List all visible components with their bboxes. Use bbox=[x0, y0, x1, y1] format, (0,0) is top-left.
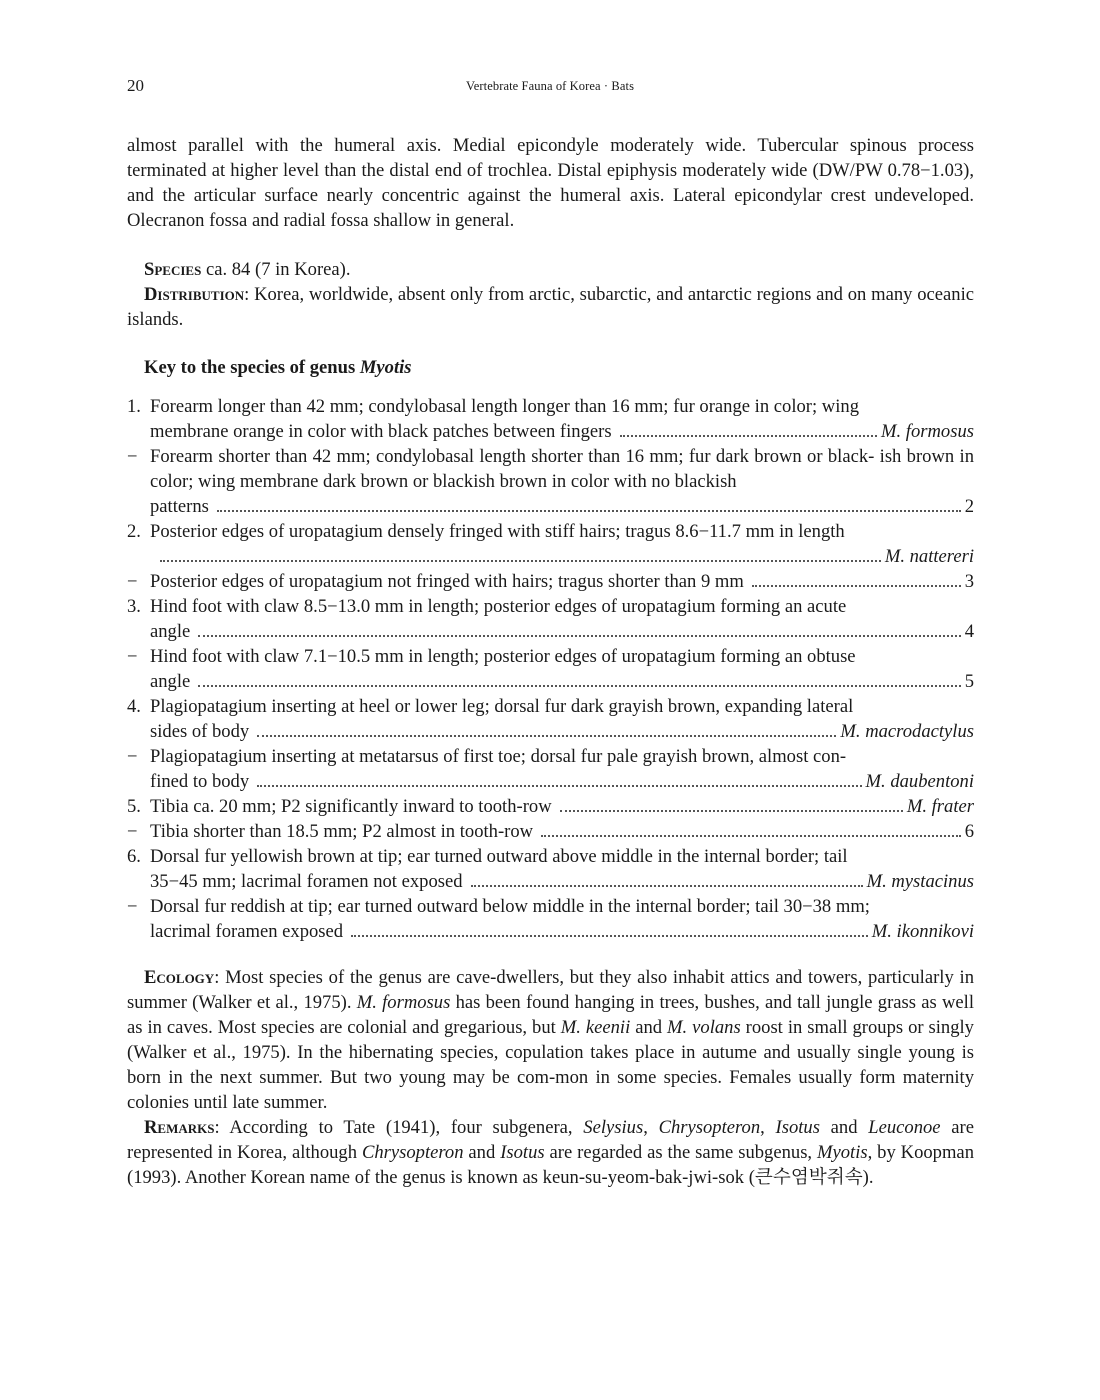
dot-leader bbox=[620, 435, 877, 437]
ecology-text: roost in small groups or singly (Walker et al., 1975). In the hibernating species, copulation takes place in autume and usually single young is born in the next summer. But two young may be com-mon in some species. Females usually form maternity colonies until late summer. bbox=[127, 1017, 974, 1113]
key-entry bbox=[127, 744, 974, 794]
key-entry bbox=[127, 594, 974, 644]
key-entry-marker: 3. bbox=[127, 596, 141, 617]
key-entry-result: M. mystacinus bbox=[866, 871, 974, 892]
key-entry-lead-line bbox=[150, 719, 974, 744]
key-entry-text-end: patterns bbox=[150, 496, 209, 517]
key-entry-lead-line bbox=[150, 819, 974, 844]
ecology-paragraph bbox=[127, 965, 974, 1115]
key-entry-lead-line bbox=[150, 794, 974, 819]
dot-leader bbox=[541, 835, 961, 837]
taxon-name: M. keenii bbox=[560, 1017, 631, 1038]
remarks-text: are represented in Korea, although bbox=[127, 1117, 974, 1163]
taxon-name: Leuconoe bbox=[868, 1117, 941, 1138]
key-entry-text-end: angle bbox=[150, 621, 191, 642]
key-entry-text-end: membrane orange in color with black patches between fingers bbox=[150, 421, 612, 442]
key-entry-text-end: Posterior edges of uropatagium not fringed with hairs; tragus shorter than 9 mm bbox=[150, 571, 744, 592]
key-entry-lead-line bbox=[150, 669, 974, 694]
dot-leader bbox=[752, 585, 961, 587]
key-entry-lead-line bbox=[150, 869, 974, 894]
taxon-name: Isotus bbox=[775, 1117, 820, 1138]
key-entry-text: Forearm longer than 42 mm; condylobasal length longer than 16 mm; fur orange in color; wing bbox=[150, 396, 859, 417]
key-entry bbox=[127, 394, 974, 444]
key-entry-text-end: fined to body bbox=[150, 771, 250, 792]
key-entry-result: 6 bbox=[964, 821, 974, 842]
key-entry-lead-line bbox=[150, 544, 974, 569]
key-entry-lead-line bbox=[150, 919, 974, 944]
key-entry-marker: − bbox=[127, 571, 138, 592]
key-entry-result: M. daubentoni bbox=[865, 771, 974, 792]
dot-leader bbox=[217, 510, 961, 512]
key-entry bbox=[127, 519, 974, 569]
taxon-name: M. volans bbox=[667, 1017, 741, 1038]
key-entry-text: Plagiopatagium inserting at metatarsus of first toe; dorsal fur pale grayish brown, almost con- bbox=[150, 746, 847, 767]
key-entry-text: Hind foot with claw 7.1−10.5 mm in length; posterior edges of uropatagium forming an obtuse bbox=[150, 646, 856, 667]
key-entry-marker: 4. bbox=[127, 696, 141, 717]
key-entry bbox=[127, 894, 974, 944]
key-entry-marker: 1. bbox=[127, 396, 141, 417]
remarks-text: are regarded as the same subgenus, bbox=[544, 1142, 817, 1163]
ecology-label: Ecology bbox=[144, 967, 215, 988]
key-entry bbox=[127, 644, 974, 694]
key-entry-lead-line bbox=[150, 569, 974, 594]
key-entry-result: M. ikonnikovi bbox=[871, 921, 974, 942]
species-key-list bbox=[127, 394, 974, 944]
key-entry-lead-line bbox=[150, 769, 974, 794]
species-paragraph bbox=[127, 257, 974, 282]
taxon-name: M. formosus bbox=[356, 992, 451, 1013]
key-entry-lead-line bbox=[150, 419, 974, 444]
key-entry-marker: − bbox=[127, 896, 138, 917]
dot-leader bbox=[257, 785, 861, 787]
key-entry-marker: 2. bbox=[127, 521, 141, 542]
key-title-prefix: Key to the species of genus bbox=[144, 357, 360, 378]
remarks-text: : According to Tate (1941), four subgenera, bbox=[214, 1117, 584, 1138]
remarks-text: , bbox=[760, 1117, 776, 1138]
taxon-name: Selysius bbox=[583, 1117, 644, 1138]
key-entry-marker: − bbox=[127, 646, 138, 667]
key-entry bbox=[127, 794, 974, 819]
intro-paragraph: almost parallel with the humeral axis. Medial epicondyle moderately wide. Tubercular spinous process terminated at higher level than the distal end of trochlea. Distal epiphysis moderately wide (DW/PW 0.78−1.03), and the articular surface nearly concentric against the humeral axis. Lateral epicondylar crest undeveloped. Olecranon fossa and radial fossa shallow in general. bbox=[127, 135, 974, 231]
taxon-name: Isotus bbox=[500, 1142, 545, 1163]
key-entry-lead-line bbox=[150, 494, 974, 519]
key-entry-text-end: Tibia ca. 20 mm; P2 significantly inward to tooth-row bbox=[150, 796, 552, 817]
key-entry-text: Posterior edges of uropatagium densely fringed with stiff hairs; tragus 8.6−11.7 mm in length bbox=[150, 521, 845, 542]
key-entry-text: Dorsal fur reddish at tip; ear turned outward below middle in the internal border; tail 30−38 mm; bbox=[150, 896, 870, 917]
key-entry-result: M. macrodactylus bbox=[840, 721, 974, 742]
remarks-text: and bbox=[819, 1117, 869, 1138]
key-entry-result: 3 bbox=[964, 571, 974, 592]
key-entry-result: M. nattereri bbox=[884, 546, 974, 567]
remarks-text: and bbox=[463, 1142, 501, 1163]
key-entry bbox=[127, 844, 974, 894]
distribution-text: : Korea, worldwide, absent only from arctic, subarctic, and antarctic regions and on many oceanic islands. bbox=[127, 284, 974, 330]
dot-leader bbox=[257, 735, 836, 737]
remarks-text: , bbox=[643, 1117, 659, 1138]
taxon-name: Chrysopteron bbox=[361, 1142, 464, 1163]
key-entry-marker: 6. bbox=[127, 846, 141, 867]
page-header bbox=[127, 76, 973, 98]
key-entry bbox=[127, 819, 974, 844]
key-entry-result: 5 bbox=[964, 671, 974, 692]
page-body bbox=[127, 133, 974, 1190]
running-title: Vertebrate Fauna of Korea · Bats bbox=[465, 79, 635, 93]
ecology-text: : Most species of the genus are cave-dwellers, but they also inhabit attics and towers, particularly in summer (Walker et al., 1975). bbox=[127, 967, 974, 1013]
key-entry-text-end: Tibia shorter than 18.5 mm; P2 almost in tooth-row bbox=[150, 821, 534, 842]
key-entry-marker: − bbox=[127, 446, 138, 467]
key-entry-text: Hind foot with claw 8.5−13.0 mm in length; posterior edges of uropatagium forming an acute bbox=[150, 596, 847, 617]
key-entry-result: 2 bbox=[964, 496, 974, 517]
key-entry-result: M. frater bbox=[906, 796, 974, 817]
key-entry-text: Plagiopatagium inserting at heel or lower leg; dorsal fur dark grayish brown, expanding lateral bbox=[150, 696, 854, 717]
key-entry-marker: − bbox=[127, 746, 138, 767]
species-label: Species bbox=[144, 259, 202, 280]
remarks-text: , by Koopman (1993). Another Korean name of the genus is known as keun-su-yeom-bak-jwi-sok (큰수염박쥐속). bbox=[127, 1142, 974, 1188]
dot-leader bbox=[160, 560, 881, 562]
dot-leader bbox=[198, 635, 960, 637]
key-entry-lead-line bbox=[150, 619, 974, 644]
dot-leader bbox=[471, 885, 863, 887]
remarks-paragraph bbox=[127, 1115, 974, 1190]
dot-leader bbox=[351, 935, 868, 937]
key-entry bbox=[127, 694, 974, 744]
key-entry-text-end: lacrimal foramen exposed bbox=[150, 921, 344, 942]
dot-leader bbox=[198, 685, 960, 687]
taxon-name: Myotis bbox=[816, 1142, 868, 1163]
taxon-name: Chrysopteron bbox=[658, 1117, 761, 1138]
key-entry-marker: − bbox=[127, 821, 138, 842]
key-entry-text-end: angle bbox=[150, 671, 191, 692]
distribution-label: Distribution bbox=[144, 284, 245, 305]
key-title bbox=[127, 355, 974, 380]
ecology-text: and bbox=[630, 1017, 668, 1038]
key-entry-text: Forearm shorter than 42 mm; condylobasal length shorter than 16 mm; fur dark brown or black- ish brown in color; wing membrane dark brown or blackish brown in color with no blackish bbox=[150, 446, 974, 492]
key-entry bbox=[127, 569, 974, 594]
dot-leader bbox=[560, 810, 903, 812]
distribution-paragraph bbox=[127, 282, 974, 332]
key-entry-result: M. formosus bbox=[881, 421, 974, 442]
remarks-label: Remarks bbox=[144, 1117, 215, 1138]
key-entry-marker: 5. bbox=[127, 796, 141, 817]
page-number: 20 bbox=[127, 76, 144, 95]
key-entry-result: 4 bbox=[964, 621, 974, 642]
key-entry bbox=[127, 444, 974, 519]
key-title-genus: Myotis bbox=[359, 357, 412, 378]
species-text: ca. 84 (7 in Korea). bbox=[201, 259, 351, 280]
key-entry-text-end: 35−45 mm; lacrimal foramen not exposed bbox=[150, 871, 463, 892]
key-entry-text-end: sides of body bbox=[150, 721, 250, 742]
ecology-text: has been found hanging in trees, bushes, and tall jungle grass as well as in caves. Most species are colonial and gregarious, but bbox=[127, 992, 975, 1038]
key-entry-text: Dorsal fur yellowish brown at tip; ear turned outward above middle in the internal border; tail bbox=[150, 846, 848, 867]
